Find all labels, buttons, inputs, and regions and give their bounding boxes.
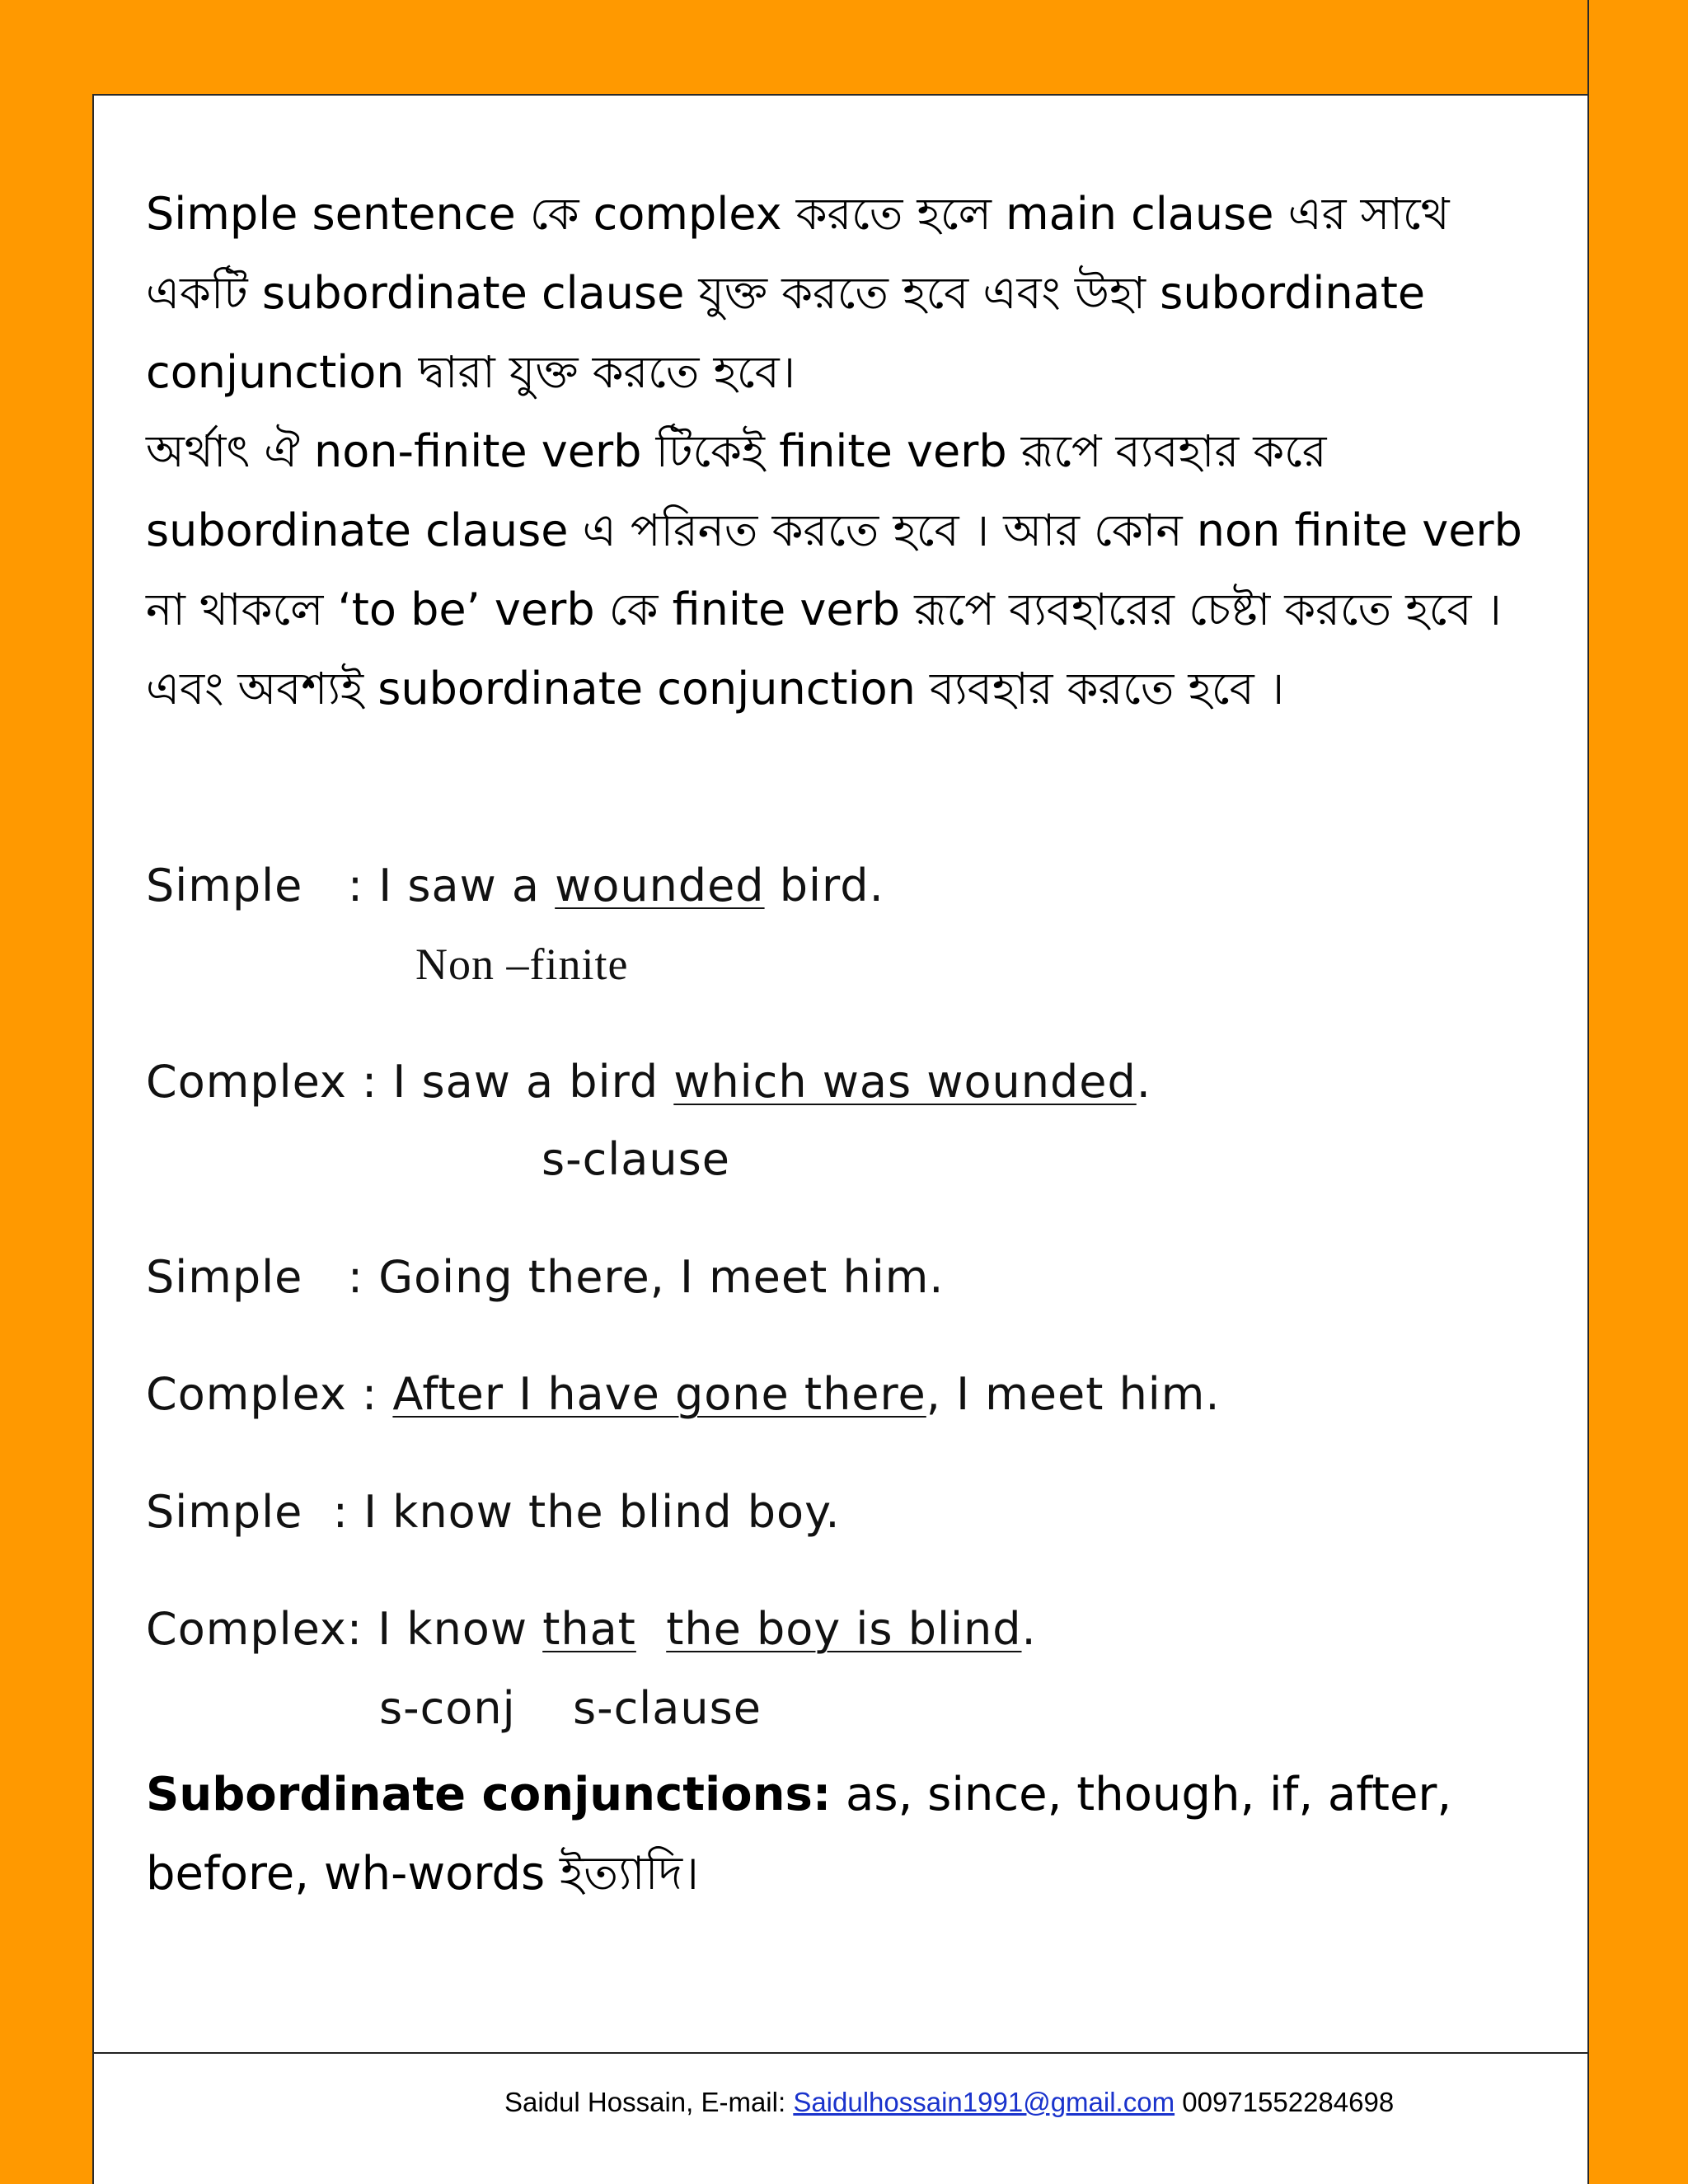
- underlined-phrase: wounded: [555, 860, 765, 912]
- underlined-conj: that: [542, 1603, 636, 1655]
- note-s-clause: s-clause: [542, 1133, 730, 1185]
- footer: [504, 2087, 1394, 2118]
- example-text: I know the blind boy.: [363, 1486, 841, 1538]
- conjunctions-heading: Subordinate conjunctions:: [146, 1768, 832, 1821]
- top-border-bar: [92, 0, 1587, 96]
- example-complex-2: [146, 1366, 1221, 1423]
- right-border-bar: [1587, 0, 1688, 2184]
- underlined-phrase: the boy is blind: [666, 1603, 1022, 1655]
- example-complex-1: [146, 1053, 1151, 1111]
- example-text: I know: [377, 1603, 543, 1655]
- note-non-finite: Non –finite: [415, 940, 629, 989]
- example-label: Complex:: [146, 1603, 378, 1655]
- footer-email-link[interactable]: Saidulhossain1991@gmail.com: [793, 2087, 1175, 2117]
- left-border-bar: [0, 0, 94, 2184]
- intro-line-2: অর্থাৎ ঐ non-finite verb টিকেই finite verb রূপে ব্যবহার করে subordinate clause এ পরিনত করতে হবে । আর কোন non finite verb না থাকলে ‘to be’ verb কে finite verb রূপে ব্যবহারের চেষ্টা করতে হবে । এবং অবশ্যই subordinate conjunction ব্যবহার করতে হবে ।: [146, 425, 1522, 715]
- example-text: I saw a: [378, 860, 556, 912]
- example-simple-1: [146, 857, 884, 915]
- underlined-phrase: After I have gone there: [392, 1368, 926, 1420]
- footer-phone: 00971552284698: [1175, 2087, 1395, 2117]
- note-s-clause-2: s-clause: [573, 1682, 762, 1734]
- example-label: Complex :: [146, 1368, 393, 1420]
- example-label: Simple :: [146, 860, 379, 912]
- underlined-phrase: which was wounded: [673, 1056, 1137, 1108]
- example-label: Complex :: [146, 1056, 393, 1108]
- conjunctions-paragraph: [146, 1755, 1564, 1914]
- example-text-end: .: [1021, 1603, 1037, 1655]
- example-text-end: bird.: [764, 860, 884, 912]
- example-text-end: , I meet him.: [926, 1368, 1221, 1420]
- example-simple-3: [146, 1483, 841, 1541]
- example-label: Simple :: [146, 1251, 379, 1303]
- example-text: Going there, I meet him.: [378, 1251, 945, 1303]
- conjunctions-list: as, since, though, if, after, before, wh-words ইত্যাদি।: [146, 1768, 1452, 1900]
- example-complex-3: [146, 1601, 1037, 1658]
- intro-line-1: Simple sentence কে complex করতে হলে main clause এর সাথে একটি subordinate clause যুক্ত করতে হবে এবং উহা subordinate conjunction দ্বারা যুক্ত করতে হবে।: [146, 188, 1450, 398]
- intro-paragraph: [146, 175, 1564, 729]
- example-simple-2: [146, 1249, 944, 1306]
- example-text-end: .: [1136, 1056, 1151, 1108]
- example-label: Simple :: [146, 1486, 364, 1538]
- note-s-conj: s-conj: [379, 1682, 516, 1734]
- example-gap: [636, 1603, 666, 1655]
- footer-divider: [94, 2052, 1587, 2054]
- footer-name: Saidul Hossain, E-mail:: [504, 2087, 794, 2117]
- example-text: I saw a bird: [392, 1056, 674, 1108]
